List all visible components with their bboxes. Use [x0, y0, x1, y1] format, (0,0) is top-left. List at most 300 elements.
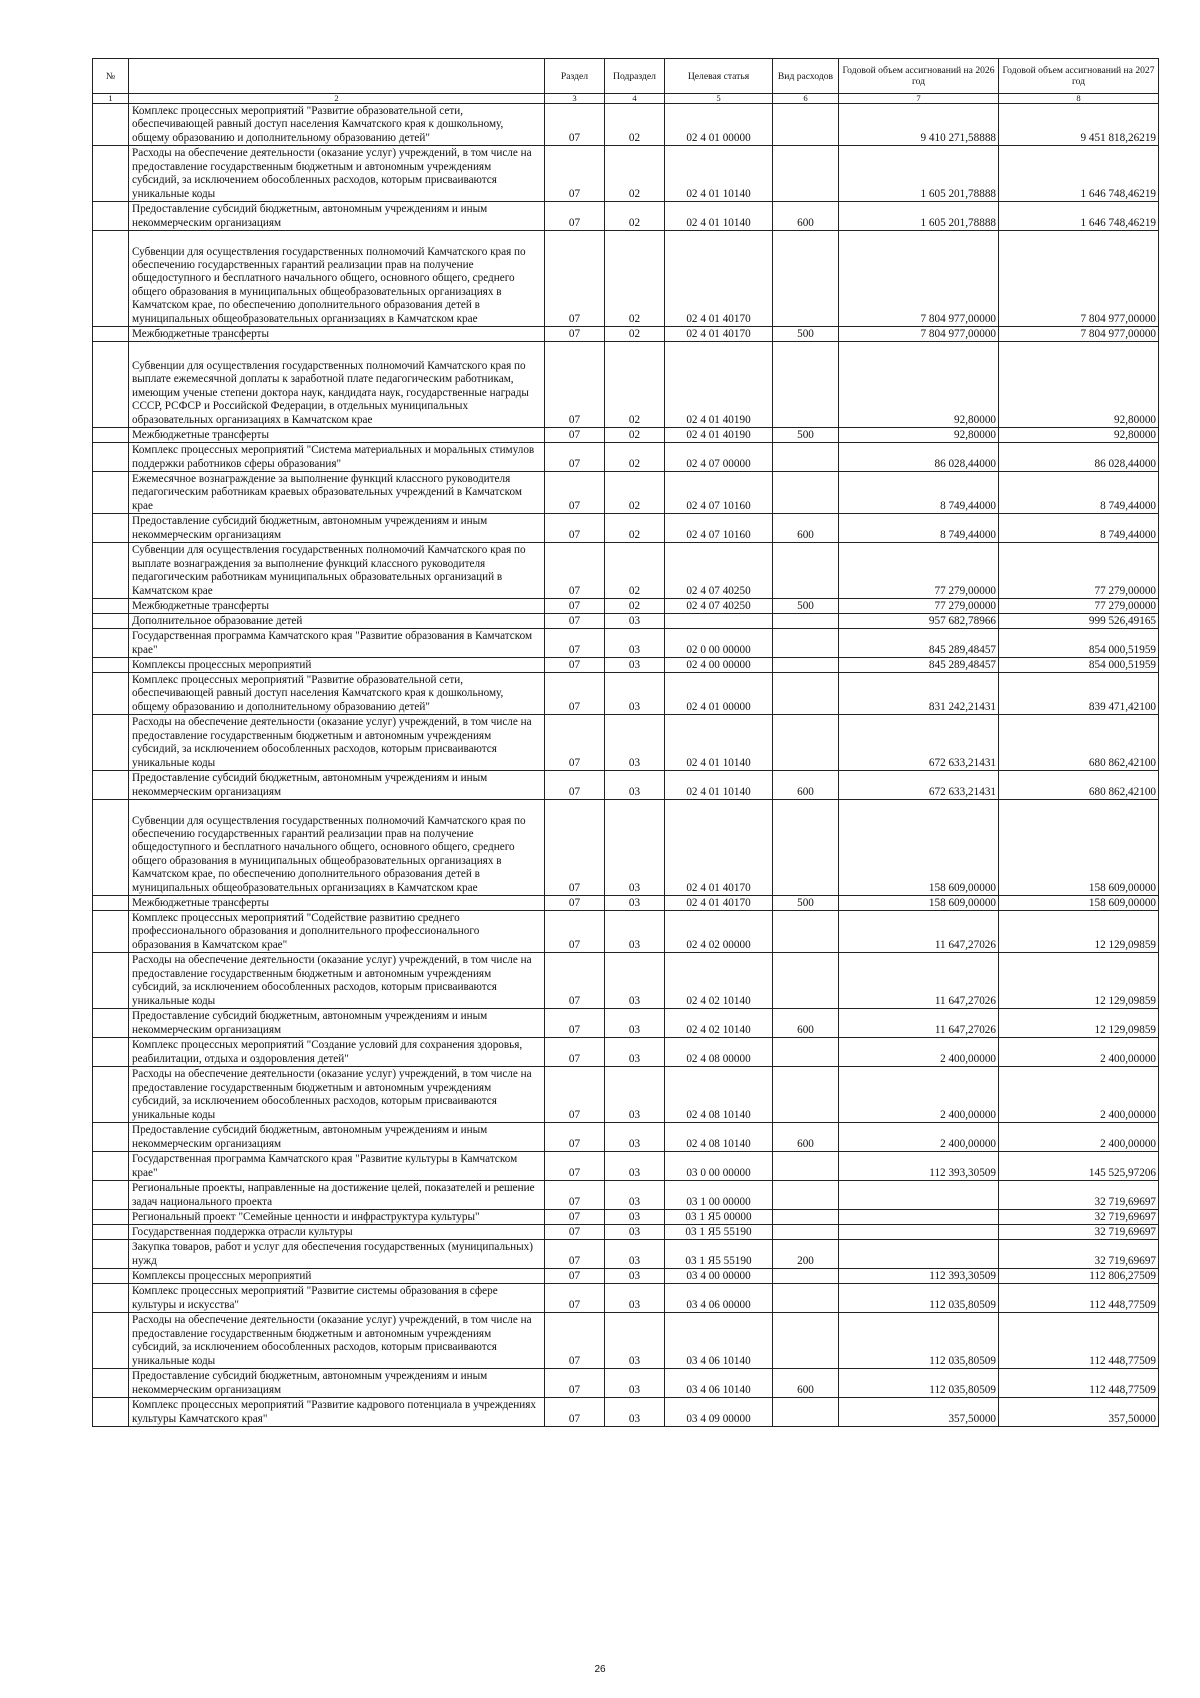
row-celevaya-statya — [665, 614, 773, 629]
row-value-2027: 12 129,09859 — [999, 953, 1159, 1009]
row-podrazdel: 03 — [605, 1123, 665, 1152]
row-celevaya-statya: 02 4 01 40170 — [665, 231, 773, 327]
row-description: Межбюджетные трансферты — [129, 327, 545, 342]
num-cell — [93, 911, 129, 953]
row-description: Расходы на обеспечение деятельности (оказание услуг) учреждений, в том числе на предоставление государственным бюджетным и автономным учреждениям субсидий, за исключением обособленных расходов, которым присваиваются уникальные коды — [129, 1313, 545, 1369]
num-cell — [93, 1284, 129, 1313]
column-number: 3 — [545, 94, 605, 104]
row-celevaya-statya: 03 4 09 00000 — [665, 1398, 773, 1427]
table-row — [93, 1067, 1159, 1123]
row-podrazdel: 03 — [605, 1240, 665, 1269]
row-vid-rashodov — [773, 658, 839, 673]
row-podrazdel: 03 — [605, 1284, 665, 1313]
row-vid-rashodov — [773, 1181, 839, 1210]
row-value-2027: 8 749,44000 — [999, 514, 1159, 543]
row-value-2026: 831 242,21431 — [839, 673, 999, 715]
row-celevaya-statya: 02 4 01 10140 — [665, 202, 773, 231]
row-celevaya-statya: 03 1 Я5 55190 — [665, 1225, 773, 1240]
num-cell — [93, 342, 129, 428]
row-celevaya-statya: 02 4 00 00000 — [665, 658, 773, 673]
row-vid-rashodov: 600 — [773, 202, 839, 231]
row-description: Предоставление субсидий бюджетным, автономным учреждениям и иным некоммерческим организациям — [129, 1123, 545, 1152]
row-vid-rashodov — [773, 911, 839, 953]
row-value-2027: 854 000,51959 — [999, 658, 1159, 673]
row-value-2027: 112 448,77509 — [999, 1284, 1159, 1313]
row-description: Государственная поддержка отрасли культуры — [129, 1225, 545, 1240]
row-podrazdel: 03 — [605, 800, 665, 896]
table-row — [93, 443, 1159, 472]
row-podrazdel: 03 — [605, 1152, 665, 1181]
column-number: 7 — [839, 94, 999, 104]
num-cell — [93, 146, 129, 202]
row-value-2026 — [839, 1181, 999, 1210]
row-celevaya-statya: 02 4 07 40250 — [665, 599, 773, 614]
row-celevaya-statya: 02 4 01 40170 — [665, 800, 773, 896]
row-celevaya-statya: 02 4 08 00000 — [665, 1038, 773, 1067]
row-value-2026: 672 633,21431 — [839, 715, 999, 771]
row-description: Предоставление субсидий бюджетным, автономным учреждениям и иным некоммерческим организациям — [129, 202, 545, 231]
row-vid-rashodov: 200 — [773, 1240, 839, 1269]
row-description: Дополнительное образование детей — [129, 614, 545, 629]
row-vid-rashodov — [773, 443, 839, 472]
row-value-2027: 158 609,00000 — [999, 800, 1159, 896]
row-podrazdel: 03 — [605, 1225, 665, 1240]
header-podrazdel: Подраздел — [605, 59, 665, 94]
table-row — [93, 911, 1159, 953]
num-cell — [93, 715, 129, 771]
row-value-2026: 158 609,00000 — [839, 896, 999, 911]
row-vid-rashodov: 500 — [773, 327, 839, 342]
row-celevaya-statya: 03 1 Я5 55190 — [665, 1240, 773, 1269]
row-vid-rashodov — [773, 1398, 839, 1427]
num-cell — [93, 599, 129, 614]
row-description: Субвенции для осуществления государственных полномочий Камчатского края по обеспечению государственных гарантий реализации прав на получение общедоступного и бесплатного начального общего, основного общего, среднего общего образования в муниципальных общеобразовательных организациях в Камчатском крае, по обеспечению дополнительного образования детей в муниципальных общеобразовательных организациях в Камчатском крае — [129, 231, 545, 327]
row-podrazdel: 03 — [605, 1210, 665, 1225]
row-razdel: 07 — [545, 1269, 605, 1284]
table-row — [93, 146, 1159, 202]
row-razdel: 07 — [545, 443, 605, 472]
row-vid-rashodov — [773, 472, 839, 514]
column-number: 5 — [665, 94, 773, 104]
row-value-2027: 7 804 977,00000 — [999, 231, 1159, 327]
table-row — [93, 202, 1159, 231]
row-razdel: 07 — [545, 614, 605, 629]
row-vid-rashodov: 600 — [773, 1369, 839, 1398]
header-celevaya-statya: Целевая статья — [665, 59, 773, 94]
num-cell — [93, 1067, 129, 1123]
num-cell — [93, 1181, 129, 1210]
row-razdel: 07 — [545, 1398, 605, 1427]
budget-table-page — [92, 58, 1158, 1427]
row-description: Расходы на обеспечение деятельности (оказание услуг) учреждений, в том числе на предоставление государственным бюджетным и автономным учреждениям субсидий, за исключением обособленных расходов, которым присваиваются уникальные коды — [129, 1067, 545, 1123]
row-vid-rashodov — [773, 104, 839, 146]
row-podrazdel: 02 — [605, 472, 665, 514]
table-row — [93, 771, 1159, 800]
page-number: 26 — [594, 1664, 606, 1675]
table-row — [93, 1225, 1159, 1240]
column-number: 6 — [773, 94, 839, 104]
row-description: Комплексы процессных мероприятий — [129, 658, 545, 673]
row-celevaya-statya: 03 1 Я5 00000 — [665, 1210, 773, 1225]
row-description: Субвенции для осуществления государственных полномочий Камчатского края по выплате ежемесячной доплаты к заработной плате педагогическим работникам, имеющим ученые степени доктора наук, кандидата наук, государственные награды СССР, РСФСР и Российской Федерации, в отдельных муниципальных образовательных организациях в Камчатском крае — [129, 342, 545, 428]
row-podrazdel: 03 — [605, 1269, 665, 1284]
row-celevaya-statya: 02 4 01 10140 — [665, 715, 773, 771]
row-value-2026: 8 749,44000 — [839, 472, 999, 514]
row-razdel: 07 — [545, 1009, 605, 1038]
table-row — [93, 1009, 1159, 1038]
num-cell — [93, 896, 129, 911]
row-value-2027: 1 646 748,46219 — [999, 202, 1159, 231]
row-razdel: 07 — [545, 771, 605, 800]
row-value-2026: 2 400,00000 — [839, 1038, 999, 1067]
table-row — [93, 953, 1159, 1009]
row-description: Комплекс процессных мероприятий "Система материальных и моральных стимулов поддержки работников сферы образования" — [129, 443, 545, 472]
row-value-2027: 158 609,00000 — [999, 896, 1159, 911]
row-celevaya-statya: 02 4 01 10140 — [665, 771, 773, 800]
row-celevaya-statya: 02 4 07 00000 — [665, 443, 773, 472]
num-cell — [93, 543, 129, 599]
row-celevaya-statya: 02 4 01 40170 — [665, 327, 773, 342]
row-razdel: 07 — [545, 327, 605, 342]
row-celevaya-statya: 02 4 07 10160 — [665, 472, 773, 514]
row-description: Комплексы процессных мероприятий — [129, 1269, 545, 1284]
row-value-2027: 2 400,00000 — [999, 1123, 1159, 1152]
row-razdel: 07 — [545, 715, 605, 771]
num-cell — [93, 953, 129, 1009]
row-value-2026 — [839, 1240, 999, 1269]
row-value-2027: 32 719,69697 — [999, 1225, 1159, 1240]
row-description: Региональные проекты, направленные на достижение целей, показателей и решение задач национального проекта — [129, 1181, 545, 1210]
row-razdel: 07 — [545, 1210, 605, 1225]
row-celevaya-statya: 02 4 08 10140 — [665, 1067, 773, 1123]
table-row — [93, 514, 1159, 543]
row-value-2026: 9 410 271,58888 — [839, 104, 999, 146]
table-row — [93, 1038, 1159, 1067]
row-value-2027: 145 525,97206 — [999, 1152, 1159, 1181]
row-podrazdel: 02 — [605, 146, 665, 202]
row-celevaya-statya: 02 4 01 40170 — [665, 896, 773, 911]
row-value-2027: 999 526,49165 — [999, 614, 1159, 629]
header-razdel: Раздел — [545, 59, 605, 94]
table-row — [93, 428, 1159, 443]
row-celevaya-statya: 03 4 06 10140 — [665, 1313, 773, 1369]
row-value-2027: 112 806,27509 — [999, 1269, 1159, 1284]
row-celevaya-statya: 02 4 08 10140 — [665, 1123, 773, 1152]
row-description: Государственная программа Камчатского края "Развитие образования в Камчатском крае" — [129, 629, 545, 658]
row-vid-rashodov — [773, 1067, 839, 1123]
row-value-2026 — [839, 1225, 999, 1240]
row-celevaya-statya: 02 4 01 10140 — [665, 146, 773, 202]
row-description: Закупка товаров, работ и услуг для обеспечения государственных (муниципальных) нужд — [129, 1240, 545, 1269]
row-celevaya-statya: 02 4 01 00000 — [665, 673, 773, 715]
row-value-2026: 92,80000 — [839, 428, 999, 443]
row-vid-rashodov — [773, 1284, 839, 1313]
row-razdel: 07 — [545, 800, 605, 896]
header-description — [129, 59, 545, 94]
row-description: Субвенции для осуществления государственных полномочий Камчатского края по обеспечению государственных гарантий реализации прав на получение общедоступного и бесплатного начального общего, основного общего, среднего общего образования в муниципальных общеобразовательных организациях в Камчатском крае, по обеспечению дополнительного образования детей в муниципальных общеобразовательных организациях в Камчатском крае — [129, 800, 545, 896]
num-cell — [93, 673, 129, 715]
row-razdel: 07 — [545, 1369, 605, 1398]
row-value-2026: 112 035,80509 — [839, 1313, 999, 1369]
row-razdel: 07 — [545, 146, 605, 202]
row-value-2027: 112 448,77509 — [999, 1369, 1159, 1398]
row-celevaya-statya: 02 4 07 10160 — [665, 514, 773, 543]
row-vid-rashodov — [773, 1152, 839, 1181]
table-row — [93, 342, 1159, 428]
row-vid-rashodov — [773, 1225, 839, 1240]
row-value-2027: 77 279,00000 — [999, 599, 1159, 614]
header-year-2026: Годовой объем ассигнований на 2026 год — [839, 59, 999, 94]
row-podrazdel: 03 — [605, 1181, 665, 1210]
row-value-2027: 854 000,51959 — [999, 629, 1159, 658]
row-value-2027: 1 646 748,46219 — [999, 146, 1159, 202]
row-vid-rashodov — [773, 953, 839, 1009]
row-value-2027: 32 719,69697 — [999, 1240, 1159, 1269]
row-razdel: 07 — [545, 1152, 605, 1181]
row-vid-rashodov — [773, 715, 839, 771]
num-cell — [93, 472, 129, 514]
row-value-2026: 86 028,44000 — [839, 443, 999, 472]
row-value-2027: 32 719,69697 — [999, 1181, 1159, 1210]
row-value-2026: 1 605 201,78888 — [839, 146, 999, 202]
row-razdel: 07 — [545, 1313, 605, 1369]
row-podrazdel: 03 — [605, 953, 665, 1009]
column-number: 8 — [999, 94, 1159, 104]
row-vid-rashodov — [773, 1269, 839, 1284]
num-cell — [93, 1009, 129, 1038]
row-value-2026: 112 393,30509 — [839, 1152, 999, 1181]
header-num: № — [93, 59, 129, 94]
num-cell — [93, 428, 129, 443]
num-cell — [93, 1152, 129, 1181]
row-value-2027: 12 129,09859 — [999, 911, 1159, 953]
row-value-2026: 1 605 201,78888 — [839, 202, 999, 231]
row-value-2027: 12 129,09859 — [999, 1009, 1159, 1038]
row-razdel: 07 — [545, 1123, 605, 1152]
row-value-2026: 11 647,27026 — [839, 953, 999, 1009]
row-razdel: 07 — [545, 896, 605, 911]
num-cell — [93, 1269, 129, 1284]
row-value-2027: 7 804 977,00000 — [999, 327, 1159, 342]
row-description: Предоставление субсидий бюджетным, автономным учреждениям и иным некоммерческим организациям — [129, 771, 545, 800]
row-razdel: 07 — [545, 911, 605, 953]
num-cell — [93, 1369, 129, 1398]
row-value-2027: 92,80000 — [999, 428, 1159, 443]
row-celevaya-statya: 02 4 02 00000 — [665, 911, 773, 953]
row-description: Комплекс процессных мероприятий "Развитие кадрового потенциала в учреждениях культуры Камчатского края" — [129, 1398, 545, 1427]
row-value-2026: 11 647,27026 — [839, 911, 999, 953]
row-description: Государственная программа Камчатского края "Развитие культуры в Камчатском крае" — [129, 1152, 545, 1181]
num-cell — [93, 658, 129, 673]
row-razdel: 07 — [545, 629, 605, 658]
row-razdel: 07 — [545, 202, 605, 231]
table-row — [93, 1269, 1159, 1284]
row-vid-rashodov — [773, 231, 839, 327]
row-vid-rashodov: 500 — [773, 599, 839, 614]
row-razdel: 07 — [545, 428, 605, 443]
row-vid-rashodov — [773, 543, 839, 599]
row-value-2027: 680 862,42100 — [999, 771, 1159, 800]
num-cell — [93, 327, 129, 342]
row-value-2027: 680 862,42100 — [999, 715, 1159, 771]
row-description: Предоставление субсидий бюджетным, автономным учреждениям и иным некоммерческим организациям — [129, 1009, 545, 1038]
row-vid-rashodov: 600 — [773, 514, 839, 543]
row-celevaya-statya: 02 4 07 40250 — [665, 543, 773, 599]
table-row — [93, 800, 1159, 896]
row-razdel: 07 — [545, 514, 605, 543]
row-vid-rashodov: 600 — [773, 1123, 839, 1152]
table-body — [93, 104, 1159, 1427]
table-row — [93, 1240, 1159, 1269]
row-vid-rashodov: 600 — [773, 771, 839, 800]
num-cell — [93, 514, 129, 543]
num-cell — [93, 231, 129, 327]
row-podrazdel: 02 — [605, 202, 665, 231]
row-podrazdel: 02 — [605, 599, 665, 614]
row-value-2027: 2 400,00000 — [999, 1038, 1159, 1067]
table-row — [93, 1369, 1159, 1398]
column-number: 4 — [605, 94, 665, 104]
table-row — [93, 472, 1159, 514]
row-podrazdel: 03 — [605, 771, 665, 800]
num-cell — [93, 1210, 129, 1225]
row-razdel: 07 — [545, 1240, 605, 1269]
row-value-2026: 672 633,21431 — [839, 771, 999, 800]
row-podrazdel: 03 — [605, 1067, 665, 1123]
row-celevaya-statya: 02 4 02 10140 — [665, 1009, 773, 1038]
num-cell — [93, 1038, 129, 1067]
table-row — [93, 231, 1159, 327]
row-value-2026: 112 393,30509 — [839, 1269, 999, 1284]
row-celevaya-statya: 02 4 01 00000 — [665, 104, 773, 146]
num-cell — [93, 800, 129, 896]
row-value-2027: 8 749,44000 — [999, 472, 1159, 514]
row-razdel: 07 — [545, 342, 605, 428]
row-podrazdel: 02 — [605, 342, 665, 428]
row-celevaya-statya: 03 4 00 00000 — [665, 1269, 773, 1284]
row-vid-rashodov — [773, 342, 839, 428]
num-cell — [93, 771, 129, 800]
row-podrazdel: 03 — [605, 1313, 665, 1369]
row-celevaya-statya: 02 0 00 00000 — [665, 629, 773, 658]
row-razdel: 07 — [545, 1225, 605, 1240]
row-value-2027: 92,80000 — [999, 342, 1159, 428]
row-razdel: 07 — [545, 543, 605, 599]
table-row — [93, 599, 1159, 614]
row-value-2026: 7 804 977,00000 — [839, 231, 999, 327]
row-value-2027: 32 719,69697 — [999, 1210, 1159, 1225]
row-description: Предоставление субсидий бюджетным, автономным учреждениям и иным некоммерческим организациям — [129, 514, 545, 543]
row-podrazdel: 03 — [605, 658, 665, 673]
row-value-2026: 112 035,80509 — [839, 1284, 999, 1313]
row-razdel: 07 — [545, 953, 605, 1009]
row-razdel: 07 — [545, 658, 605, 673]
row-value-2027: 112 448,77509 — [999, 1313, 1159, 1369]
num-cell — [93, 614, 129, 629]
table-row — [93, 715, 1159, 771]
row-podrazdel: 03 — [605, 911, 665, 953]
row-razdel: 07 — [545, 599, 605, 614]
row-razdel: 07 — [545, 231, 605, 327]
row-vid-rashodov — [773, 800, 839, 896]
row-value-2026: 8 749,44000 — [839, 514, 999, 543]
row-value-2027: 86 028,44000 — [999, 443, 1159, 472]
row-celevaya-statya: 03 4 06 10140 — [665, 1369, 773, 1398]
row-value-2026: 112 035,80509 — [839, 1369, 999, 1398]
table-row — [93, 1152, 1159, 1181]
row-value-2026: 11 647,27026 — [839, 1009, 999, 1038]
table-row — [93, 543, 1159, 599]
row-description: Межбюджетные трансферты — [129, 428, 545, 443]
row-description: Субвенции для осуществления государственных полномочий Камчатского края по выплате вознаграждения за выполнение функций классного руководителя педагогическим работникам муниципальных образовательных организаций в Камчатском крае — [129, 543, 545, 599]
row-value-2026: 845 289,48457 — [839, 658, 999, 673]
row-description: Межбюджетные трансферты — [129, 896, 545, 911]
row-vid-rashodov — [773, 1210, 839, 1225]
row-vid-rashodov — [773, 1313, 839, 1369]
row-podrazdel: 02 — [605, 543, 665, 599]
row-vid-rashodov: 500 — [773, 428, 839, 443]
row-podrazdel: 03 — [605, 1038, 665, 1067]
num-cell — [93, 443, 129, 472]
row-razdel: 07 — [545, 673, 605, 715]
row-description: Расходы на обеспечение деятельности (оказание услуг) учреждений, в том числе на предоставление государственным бюджетным и автономным учреждениям субсидий, за исключением обособленных расходов, которым присваиваются уникальные коды — [129, 146, 545, 202]
row-celevaya-statya: 02 4 01 40190 — [665, 428, 773, 443]
num-cell — [93, 202, 129, 231]
row-podrazdel: 02 — [605, 443, 665, 472]
table-row — [93, 673, 1159, 715]
row-razdel: 07 — [545, 1181, 605, 1210]
row-celevaya-statya: 02 4 02 10140 — [665, 953, 773, 1009]
row-podrazdel: 03 — [605, 629, 665, 658]
num-cell — [93, 1313, 129, 1369]
row-podrazdel: 03 — [605, 614, 665, 629]
row-celevaya-statya: 02 4 01 40190 — [665, 342, 773, 428]
row-value-2027: 357,50000 — [999, 1398, 1159, 1427]
row-razdel: 07 — [545, 1038, 605, 1067]
num-cell — [93, 1398, 129, 1427]
row-razdel: 07 — [545, 1284, 605, 1313]
row-value-2026: 357,50000 — [839, 1398, 999, 1427]
row-vid-rashodov: 600 — [773, 1009, 839, 1038]
row-vid-rashodov — [773, 629, 839, 658]
row-description: Комплекс процессных мероприятий "Создание условий для сохранения здоровья, реабилитации, отдыха и оздоровления детей" — [129, 1038, 545, 1067]
num-cell — [93, 629, 129, 658]
row-vid-rashodov — [773, 614, 839, 629]
budget-table — [92, 58, 1159, 1427]
row-value-2026: 845 289,48457 — [839, 629, 999, 658]
table-row — [93, 1181, 1159, 1210]
row-vid-rashodov — [773, 1038, 839, 1067]
row-razdel: 07 — [545, 1067, 605, 1123]
row-description: Комплекс процессных мероприятий "Развитие образовательной сети, обеспечивающей равный доступ населения Камчатского края к дошкольному, общему образованию и дополнительному образованию детей" — [129, 673, 545, 715]
num-cell — [93, 104, 129, 146]
column-numbers-row — [93, 94, 1159, 104]
num-cell — [93, 1225, 129, 1240]
table-row — [93, 1123, 1159, 1152]
row-description: Предоставление субсидий бюджетным, автономным учреждениям и иным некоммерческим организациям — [129, 1369, 545, 1398]
row-podrazdel: 02 — [605, 327, 665, 342]
row-value-2026: 2 400,00000 — [839, 1123, 999, 1152]
header-vid-rashodov: Вид расходов — [773, 59, 839, 94]
row-value-2026: 77 279,00000 — [839, 599, 999, 614]
row-value-2027: 839 471,42100 — [999, 673, 1159, 715]
row-razdel: 07 — [545, 472, 605, 514]
row-vid-rashodov: 500 — [773, 896, 839, 911]
row-description: Комплекс процессных мероприятий "Развитие образовательной сети, обеспечивающей равный доступ населения Камчатского края к дошкольному, общему образованию и дополнительному образованию детей" — [129, 104, 545, 146]
table-row — [93, 1313, 1159, 1369]
row-value-2026: 957 682,78966 — [839, 614, 999, 629]
row-value-2026: 158 609,00000 — [839, 800, 999, 896]
